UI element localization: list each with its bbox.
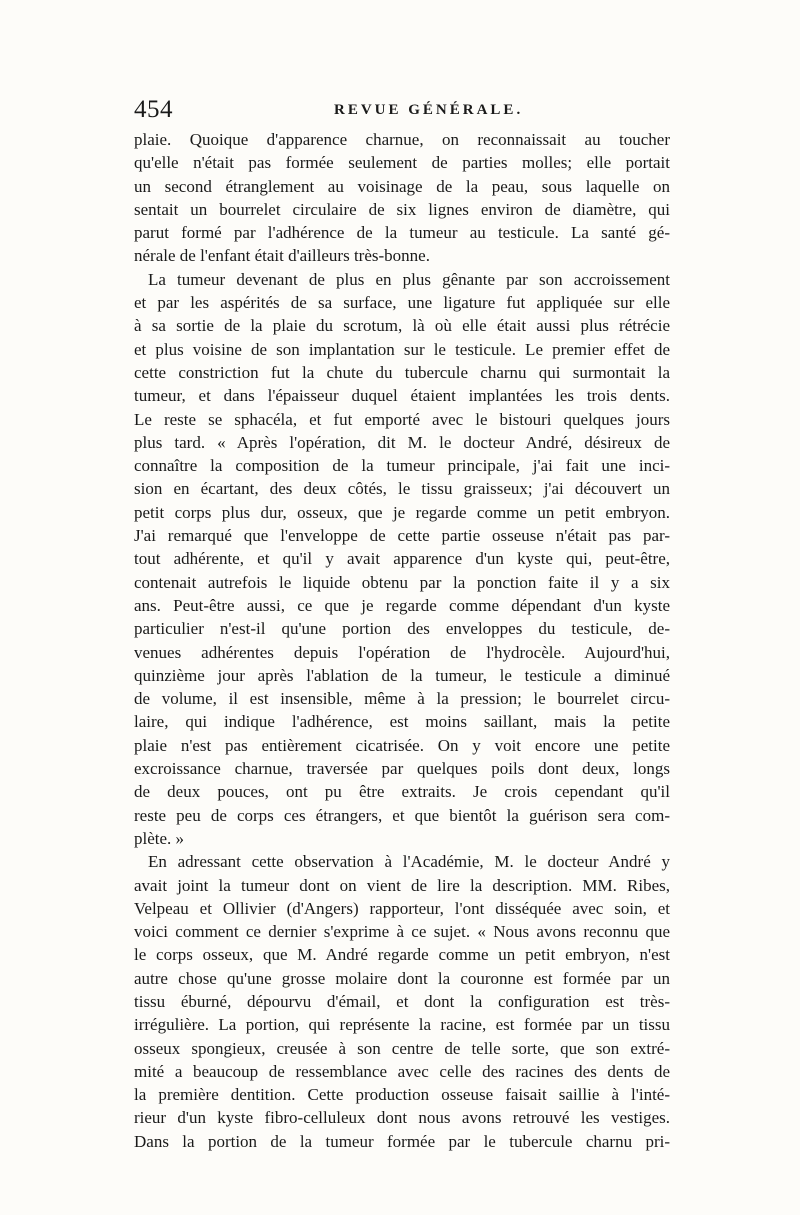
text-line: de deux pouces, ont pu être extraits. Je crois cependant qu'il — [134, 782, 670, 802]
text-line: Le reste se sphacéla, et fut emporté avec le bistouri quelques jours — [134, 409, 670, 429]
text-line: particulier n'est-il qu'une portion des enveloppes du testicule, de- — [134, 619, 670, 639]
text-line: tout adhérente, et qu'il y avait apparence d'un kyste qui, peut-être, — [134, 549, 670, 569]
text-line: tumeur, et dans l'épaisseur duquel étaient implantées les trois dents. — [134, 386, 670, 406]
body-text — [134, 128, 670, 1153]
text-line: excroissance charnue, traversée par quelques poils dont deux, longs — [134, 759, 670, 779]
text-line: rieur d'un kyste fibro-celluleux dont nous avons retrouvé les vestiges. — [134, 1108, 670, 1128]
text-line: quinzième jour après l'ablation de la tumeur, le testicule a diminué — [134, 665, 670, 685]
text-line: reste peu de corps ces étrangers, et que bientôt la guérison sera com- — [134, 805, 670, 825]
text-line: nérale de l'enfant était d'ailleurs très-bonne. — [134, 246, 430, 266]
text-line: sion en écartant, des deux côtés, le tissu graisseux; j'ai découvert un — [134, 479, 670, 499]
text-line: plaie n'est pas entièrement cicatrisée. On y voit encore une petite — [134, 735, 670, 755]
text-line: tissu éburné, dépourvu d'émail, et dont la configuration est très- — [134, 991, 670, 1011]
text-line: petit corps plus dur, osseux, que je regarde comme un petit embryon. — [134, 502, 670, 522]
text-line: connaître la composition de la tumeur principale, j'ai fait une inci- — [134, 456, 670, 476]
text-line: laire, qui indique l'adhérence, est moins saillant, mais la petite — [134, 712, 670, 732]
text-line: osseux spongieux, creusée à son centre de telle sorte, que son extré- — [134, 1038, 670, 1058]
text-line: qu'elle n'était pas formée seulement de parties molles; elle portait — [134, 153, 670, 173]
text-line: ans. Peut-être aussi, ce que je regarde comme dépendant d'un kyste — [134, 595, 670, 615]
paragraph-start-line: La tumeur devenant de plus en plus gênante par son accroissement — [148, 269, 670, 289]
text-line: de volume, il est insensible, même à la pression; le bourrelet circu- — [134, 689, 670, 709]
text-line: cette constriction fut la chute du tubercule charnu qui surmontait la — [134, 362, 670, 382]
page-header — [134, 96, 674, 130]
text-line: et plus voisine de son implantation sur le testicule. Le premier effet de — [134, 339, 670, 359]
text-line: sentait un bourrelet circulaire de six lignes environ de diamètre, qui — [134, 199, 670, 219]
text-line: plaie. Quoique d'apparence charnue, on reconnaissait au toucher — [134, 130, 670, 149]
text-line: avait joint la tumeur dont on vient de lire la description. MM. Ribes, — [134, 875, 670, 895]
page-number: 454 — [134, 96, 173, 123]
text-line: mité a beaucoup de ressemblance avec celle des racines des dents de — [134, 1061, 670, 1081]
text-line: la première dentition. Cette production osseuse faisait saillie à l'inté- — [134, 1085, 670, 1105]
paragraph-start-line: En adressant cette observation à l'Académie, M. le docteur André y — [148, 852, 670, 872]
running-title: REVUE GÉNÉRALE. — [334, 102, 524, 118]
text-line: voici comment ce dernier s'exprime à ce sujet. « Nous avons reconnu que — [134, 922, 670, 942]
text-line: plus tard. « Après l'opération, dit M. le docteur André, désireux de — [134, 432, 670, 452]
text-line: plète. » — [134, 828, 185, 848]
text-line: un second étranglement au voisinage de la peau, sous laquelle on — [134, 176, 670, 196]
text-line: à sa sortie de la plaie du scrotum, là où elle était aussi plus rétrécie — [134, 316, 670, 336]
text-line: venues adhérentes depuis l'opération de l'hydrocèle. Aujourd'hui, — [134, 642, 670, 662]
text-line: parut formé par l'adhérence de la tumeur au testicule. La santé gé- — [134, 223, 670, 243]
text-line: contenait autrefois le liquide obtenu par la ponction faite il y a six — [134, 572, 670, 592]
text-line: J'ai remarqué que l'enveloppe de cette partie osseuse n'était pas par- — [134, 526, 670, 546]
text-line: Dans la portion de la tumeur formée par le tubercule charnu pri- — [134, 1131, 670, 1151]
text-line: et par les aspérités de sa surface, une ligature fut appliquée sur elle — [134, 293, 670, 313]
text-line: Velpeau et Ollivier (d'Angers) rapporteur, l'ont disséquée avec soin, et — [134, 898, 670, 918]
text-line: le corps osseux, que M. André regarde comme un petit embryon, n'est — [134, 945, 670, 965]
text-line: irrégulière. La portion, qui représente la racine, est formée par un tissu — [134, 1015, 670, 1035]
text-line: autre chose qu'une grosse molaire dont la couronne est formée par un — [134, 968, 670, 988]
